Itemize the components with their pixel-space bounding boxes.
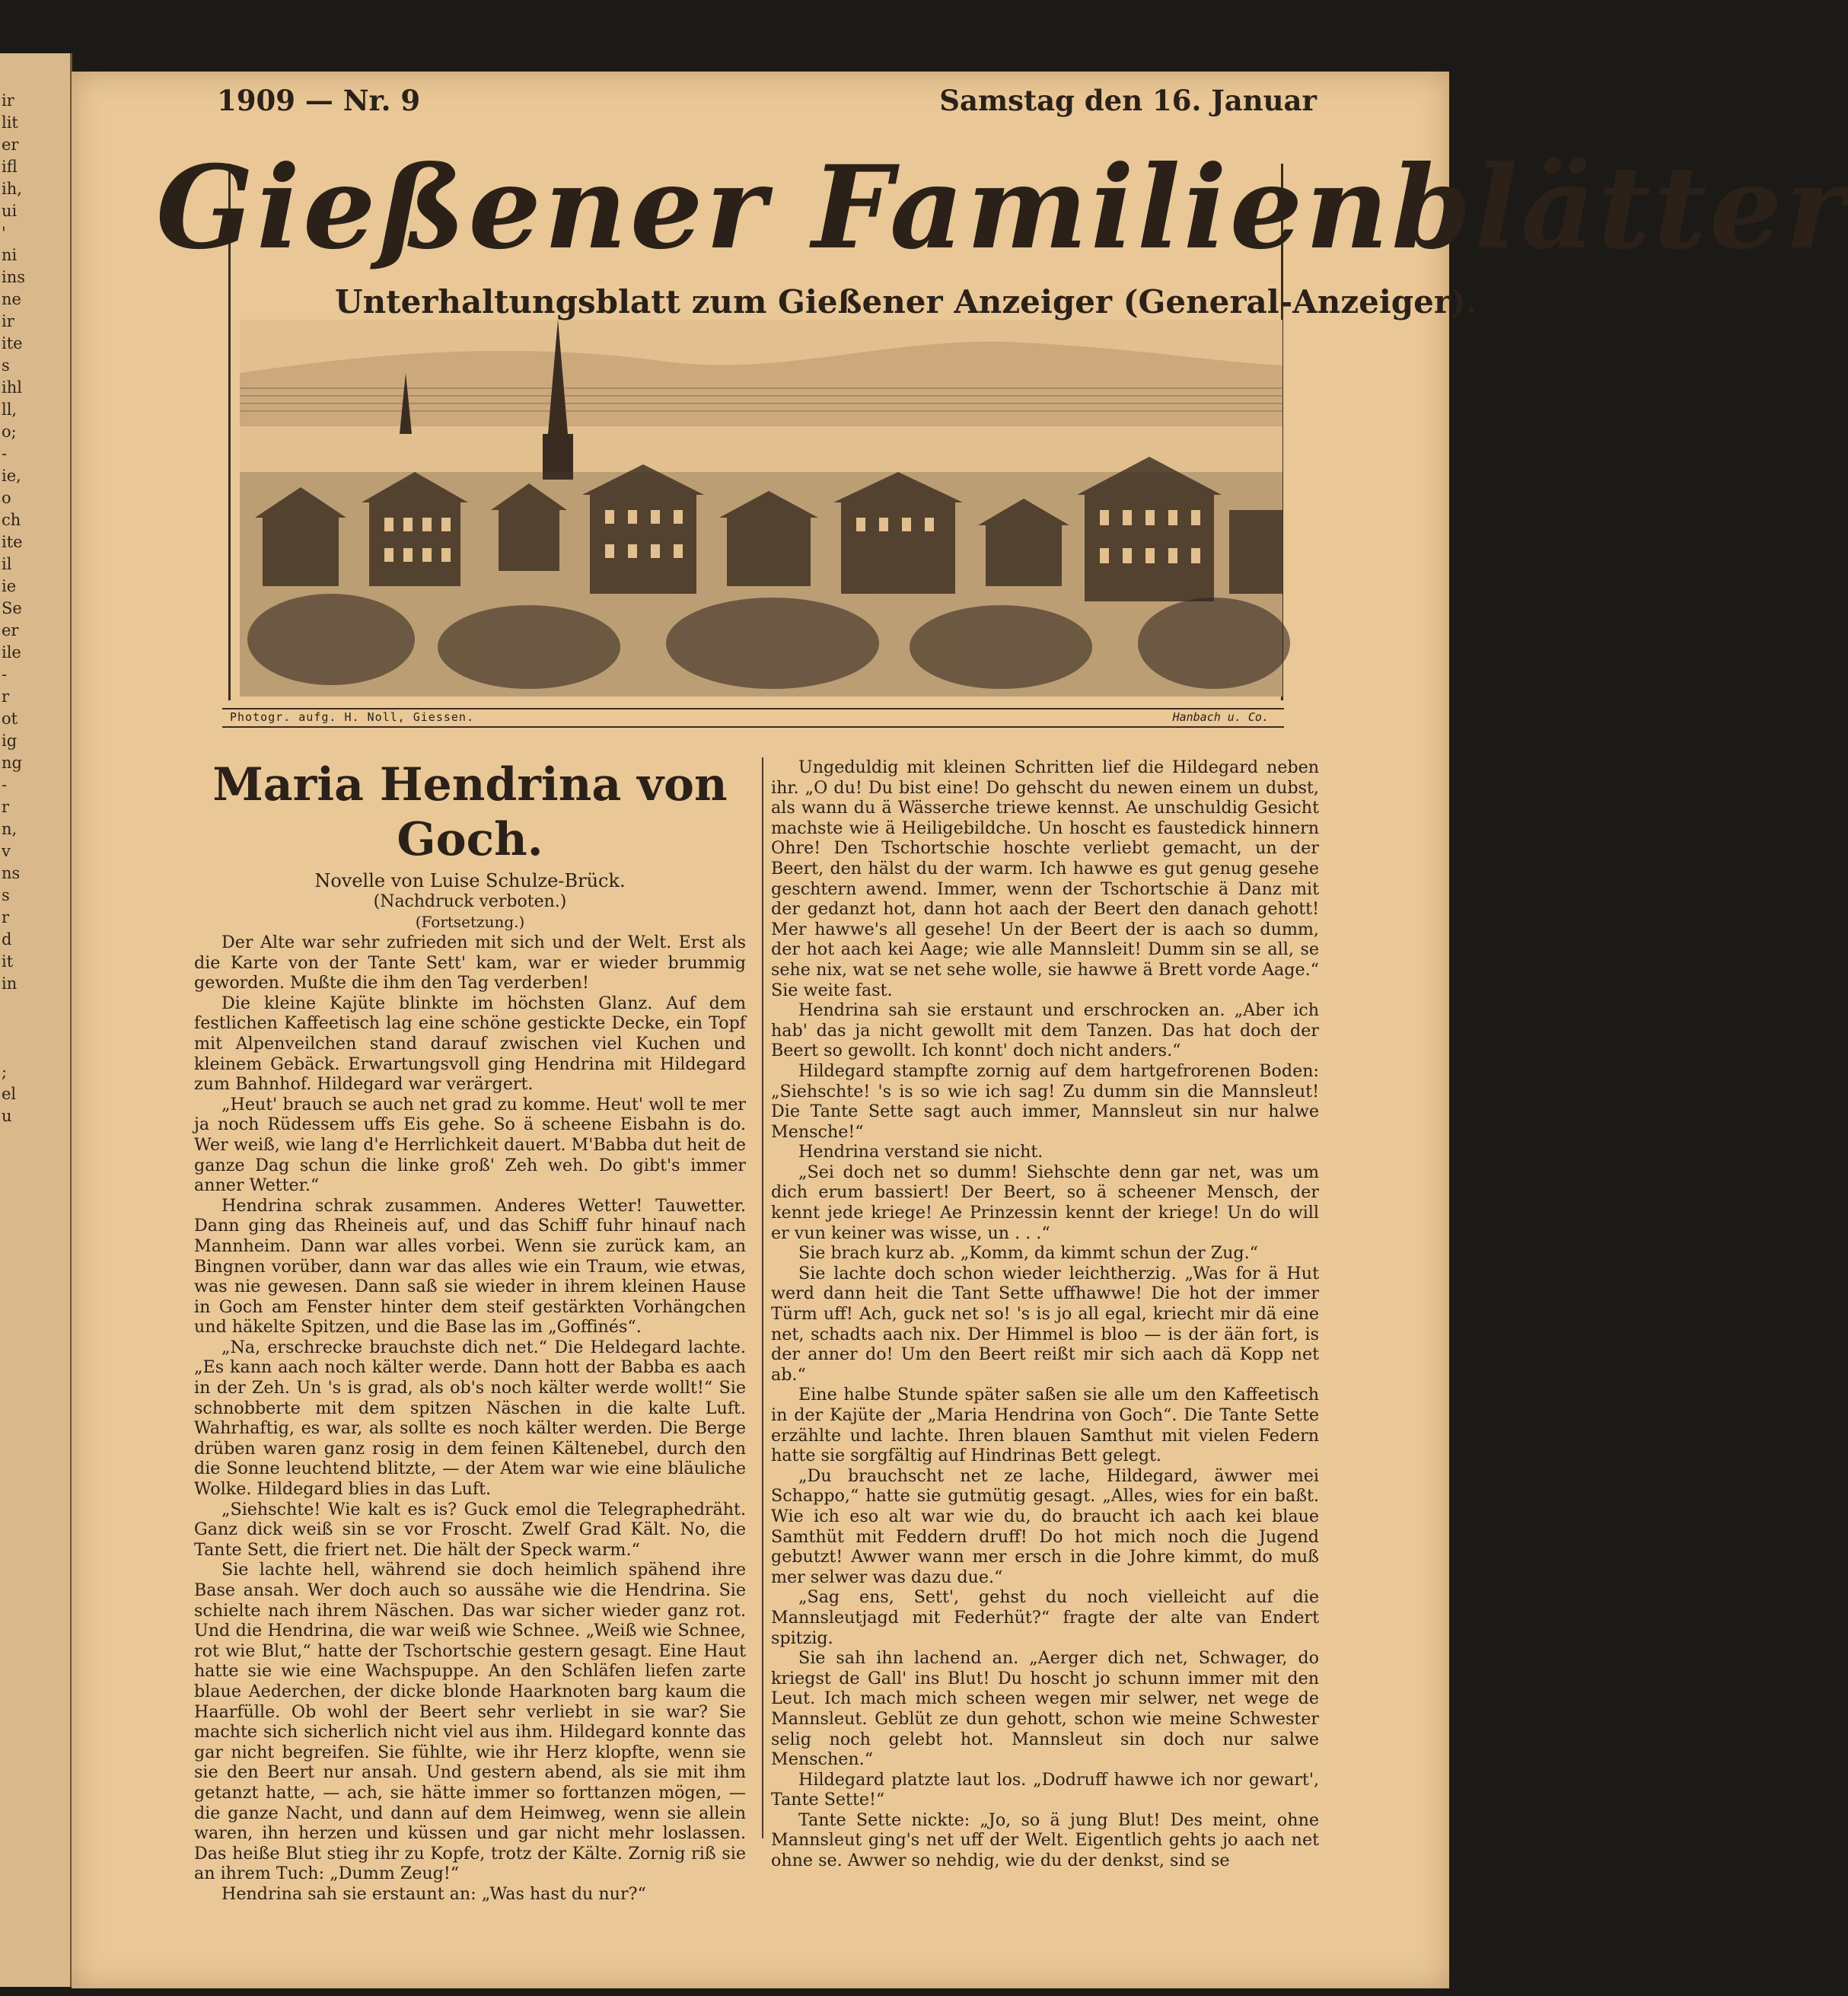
left-page-fragment: ir [2,312,14,330]
article-paragraph: Tante Sette nickte: „Jo, so ä jung Blut! Des meint, ohne Mannsleut ging's net uff der Welt. Eigentlich gehts jo aach net ohne se. Awwer so nehdig, wie du der denkst, sind se [771,1809,1319,1871]
left-page-fragment: o [2,489,11,507]
article-paragraph: „Heut' brauch se auch net grad zu komme. Heut' woll te mer ja noch Rüdessem uffs Eis gehe. So ä scheene Eisbahn is do. Wer weiß, wie lang d'e Herrlichkeit dauert. M'Babba dut heit de ganze Dag schun die linke groß' Zeh weh. Do gibt's immer anner Wetter.“ [194,1094,746,1196]
left-page-fragment: Se [2,599,22,617]
left-page-fragment: ' [2,224,6,242]
left-page-fragment: er [2,136,19,154]
article-paragraph: Hendrina sah sie erstaunt an: „Was hast du nur?“ [221,1883,646,1904]
article-right-column [771,757,1319,1871]
left-page-edge [0,53,72,1987]
article-paragraph: „Na, erschrecke brauchste dich net.“ Die Heldegard lachte. „Es kann aach noch kälter werde. Dann hott der Babba es aach in der Zeh. Un 's is grad, als ob's noch kälter werde wollt!“ Sie schnobberte mit dem spitzen Näschen in die kalte Luft. Wahrhaftig, es war, als sollte es noch kälter werden. Die Berge drüben waren ganz rosig in dem feinen Kältenebel, durch den die Sonne leuchtend blitzte, — der Atem war wie eine bläuliche Wolke. Hildegard blies in das Luft. [194,1337,746,1500]
left-page-fragment: ie [2,577,17,595]
image-credit-bar [222,708,1284,728]
article-paragraph: „Sei doch net so dumm! Siehschte denn gar net, was um dich erum bassiert! Der Beert, so ä scheener Mensch, der kennt jede kriege! Ae Prinzessin kennt der kriege! Un do will er vun keiner was wisse, un . . .“ [771,1162,1319,1243]
article-paragraph: Die kleine Kajüte blinkte im höchsten Glanz. Auf dem festlichen Kaffeetisch lag eine schöne gestickte Decke, ein Topf mit Alpenveilchen stand darauf zwischen viel Kuchen und kleinem Gebäck. Erwartungsvoll ging Hendrina mit Hildegard zum Bahnhof. Hildegard war verärgert. [194,993,746,1095]
left-page-fragment: ll, [2,400,18,419]
left-page-fragment: n, [2,820,18,838]
article-paragraph: Sie brach kurz ab. „Komm, da kimmt schun der Zug.“ [798,1243,1259,1264]
issue-date: Samstag den 16. Januar [939,84,1317,117]
left-page-fragment: ni [2,246,18,264]
left-page-fragment: v [2,842,11,860]
left-page-fragment: lit [2,113,18,132]
left-page-fragment: ih, [2,180,22,198]
left-page-fragment: d [2,930,12,949]
left-page-fragment: - [2,445,8,463]
left-page-fragment: - [2,665,8,684]
left-page-fragment: u [2,1107,12,1125]
left-page-fragment: ui [2,202,18,220]
left-page-fragment: ite [2,533,23,551]
left-page-fragment: r [2,908,10,926]
left-page-fragment: s [2,886,10,904]
issue-number: 1909 — Nr. 9 [217,84,421,117]
column-rule [762,757,763,1838]
article-paragraph: Sie sah ihn lachend an. „Aerger dich net, Schwager, do kriegst de Gall' ins Blut! Du hoscht jo schunn immer mit den Leut. Ich mach mich scheen wegen mir selwer, net wege de Mannsleut. Geblüt ze dun gehott, schon wie meine Schwester selig noch gelebt hot. Mannsleut sin doch nur salwe Menschen.“ [771,1648,1319,1770]
article-paragraph: „Siehschte! Wie kalt es is? Guck emol die Telegraphedräht. Ganz dick weiß sin se vor Froscht. Zwelf Grad Kält. No, die Tante Sett, die friert net. Die hält der Speck warm.“ [194,1499,746,1560]
left-page-fragment: ; [2,1063,8,1081]
left-page-fragment: ns [2,864,21,882]
left-page-fragment: ins [2,268,26,286]
article-paragraph: „Sag ens, Sett', gehst du noch vielleicht auf die Mannsleutjagd mit Federhüt?“ fragte der alte van Endert spitzig. [771,1587,1319,1648]
left-page-fragment: ihl [2,378,22,397]
left-page-fragment: ng [2,754,22,772]
article-paragraph: Der Alte war sehr zufrieden mit sich und der Welt. Erst als die Karte von der Tante Sett' kam, war er wieder brummig geworden. Mußte die ihm den Tag verderben! [194,933,746,993]
masthead-subtitle: Unterhaltungsblatt zum Gießener Anzeiger (General-Anzeiger). [335,283,1477,320]
left-page-fragment: ne [2,290,21,308]
article-paragraph: Hendrina schrak zusammen. Anderes Wetter! Tauwetter. Dann ging das Rheineis auf, und das Schiff fuhr hinauf nach Mannheim. Dann war alles vorbei. Wenn sie zurück kam, an Bingnen vorüber, dann war das alles wie ein Traum, wie etwas, was nie gewesen. Dann saß sie wieder in ihrem kleinen Hause in Goch am Fenster hinter dem steif gestärkten Vorhängchen und häkelte Spitzen, und die Base las im „Goffinés“. [194,1195,746,1338]
photo-credit: Photogr. aufg. H. Noll, Giessen. [230,710,474,724]
left-page-fragment: er [2,621,19,639]
article-paragraph: Ungeduldig mit kleinen Schritten lief die Hildegard neben ihr. „O du! Du bist eine! Do gehscht du newen einem un dubst, als wann du ä Wässerche triewe kennst. Ae unschuldig Gesicht machste wie ä Heiligebildche. Un hoscht es faustedick hinnern Ohre! Den Tschortschie hoschte verliebt gemacht, un der Beert, den hälst du der warm. Ich hawwe es gut genug gesehe geschtern awend. Immer, wenn der Tschortschie ä Danz mit der gedanzt hot, dann hot aach der Beert den danach gehott! Mer hawwe's all gesehe! Un der Beert der is aach so dumm, der hot aach kei Aage; wie alle Mannsleit! Dumm sin se all, se sehe nix, wat se net sehe wolle, sie hawwe ä Brett vorde Aage.“ Sie weite fast. [771,757,1319,1000]
left-page-fragment: in [2,974,18,993]
left-page-fragment: r [2,798,10,816]
left-page-fragment: ot [2,709,18,728]
left-page-fragment: ie, [2,467,21,485]
city-panorama-engraving [240,320,1282,697]
article-byline: Novelle von Luise Schulze-Brück. [314,870,626,891]
left-page-fragment: ir [2,91,14,110]
continuation-note: (Fortsetzung.) [415,913,525,931]
article-paragraph: Sie lachte doch schon wieder leichtherzig. „Was for ä Hut werd dann heit die Tant Sette uffhawwe! Die hot der immer Türm uff! Ach, guck net so! 's is jo all egal, kriecht mir dä eine net, schadts aach nix. Der Himmel is bloo — is der ään fort, is der anner do! Um den Beert reißt mir sich aach dä Kopp net ab.“ [771,1263,1319,1385]
left-page-fragment: el [2,1085,17,1103]
left-page-fragment: ch [2,511,21,529]
left-page-fragment: ig [2,732,18,750]
article-title: Maria Hendrina von Goch. [212,758,728,866]
left-page-fragment: ite [2,334,23,352]
left-page-fragment: il [2,555,12,573]
left-page-fragment: ifl [2,158,18,176]
left-page-fragment: ile [2,643,21,662]
masthead-title: Gießener Familienblätter [156,141,1848,275]
engraver-credit: Hanbach u. Co. [1172,710,1269,724]
article-paragraph: Hendrina verstand sie nicht. [798,1142,1043,1162]
left-page-fragment: o; [2,422,17,441]
left-page-fragment: it [2,952,14,971]
article-paragraph: Hildegard platzte laut los. „Dodruff hawwe ich nor gewart', Tante Sette!“ [771,1769,1319,1810]
left-page-fragment: s [2,356,10,375]
left-page-fragment: r [2,687,10,706]
article-left-column [194,757,746,1905]
article-paragraph: Hendrina sah sie erstaunt und erschrocken an. „Aber ich hab' das ja nicht gewollt mit dem Tanzen. Das hat doch der Beert so gewollt. Ich konnt' doch nicht anders.“ [771,1000,1319,1061]
article-paragraph: Eine halbe Stunde später saßen sie alle um den Kaffeetisch in der Kajüte der „Maria Hendrina von Goch“. Die Tante Sette erzählte und lachte. Ihren blauen Samthut mit vielen Federn hatte sie sorgfältig auf Hindrinas Bett gelegt. [771,1385,1319,1466]
reprint-note: (Nachdruck verboten.) [373,892,567,911]
article-paragraph: Hildegard stampfte zornig auf dem hartgefrorenen Boden: „Siehschte! 's is so wie ich sag! Zu dumm sin die Mannsleut! Die Tante Sette sagt auch immer, Mannsleut sin nur halwe Mensche!“ [771,1060,1319,1142]
article-paragraph: „Du brauchscht net ze lache, Hildegard, äwwer mei Schappo,“ hatte sie gutmütig gesagt. „Alles, wies for ein baßt. Wie ich eso alt war wie du, do braucht ich aach kei blaue Samthüt mit Feddern druff! Do hot mich noch die Jugend gebutzt! Awwer wann mer ersch in die Johre kimmt, do muß mer selwer was dazu due.“ [771,1465,1319,1587]
left-page-fragment: - [2,776,8,794]
article-paragraph: Sie lachte hell, während sie doch heimlich spähend ihre Base ansah. Wer doch auch so aussähe wie die Hendrina. Sie schielte nach ihrem Näschen. Das war sicher wieder ganz rot. Und die Hendrina, die war weiß wie Schnee. „Weiß wie Schnee, rot wie Blut,“ hatte der Tschortschie gestern gesagt. Eine Haut hatte sie wie eine Wachspuppe. An den Schläfen liefen zarte blaue Aederchen, der dicke blonde Haarknoten barg kaum die Haarfülle. Ob wohl der Beert sehr verliebt in sie war? Sie machte sich sicherlich nicht viel aus ihm. Hildegard konnte das gar nicht begreifen. Sie fühlte, wie ihr Herz klopfte, wenn sie sie den Beert nur ansah. Und gestern abend, als sie mit ihm getanzt hatte, — ach, sie hätte immer so forttanzen mögen, — die ganze Nacht, und dann auf dem Heimweg, wenn sie allein waren, ihn herzen und küssen und gar nicht mehr loslassen. Das heiße Blut stieg ihr zu Kopfe, trotz der Kälte. Zornig riß sie an ihrem Tuch: „Dumm Zeug!“ [194,1560,746,1884]
